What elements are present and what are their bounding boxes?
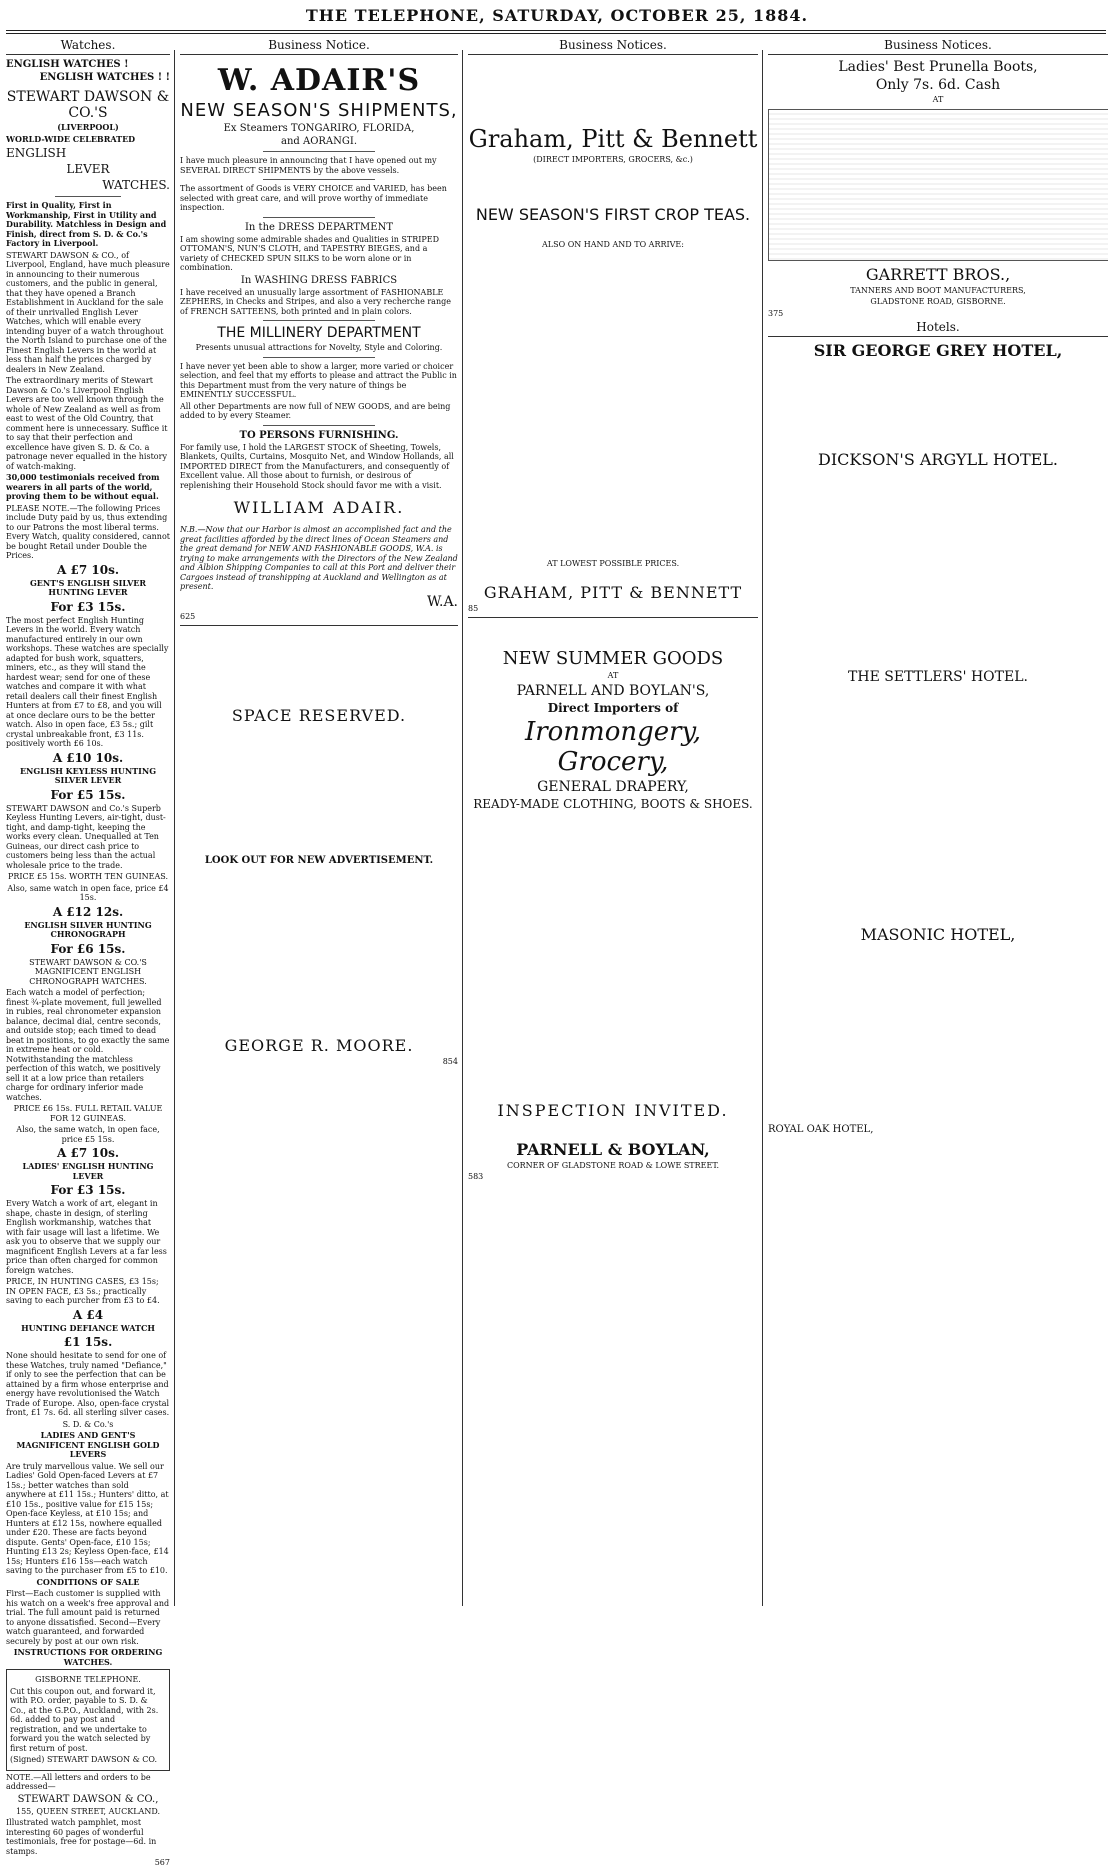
- look-out: LOOK OUT FOR NEW ADVERTISEMENT.: [204, 855, 434, 866]
- paragraph: First—Each customer is supplied with his watch on a week's free approval and trial. The full amount paid is returned to anyone dissatisfied. Second—Every watch guaranteed, and forwarded securely by post at our own risk.: [6, 1589, 170, 1646]
- column-business-notices: [468, 38, 758, 1184]
- masthead-rule: [6, 30, 1106, 31]
- subheadline: WATCHES.: [102, 178, 170, 192]
- section-title: INSTRUCTIONS FOR ORDERING WATCHES.: [13, 1647, 163, 1667]
- initials: W.A.: [427, 593, 458, 610]
- ad-subtitle: (DIRECT IMPORTERS, GROCERS, &c.): [533, 155, 693, 164]
- paragraph: The extraordinary merits of Stewart Dawson & Co.'s Liverpool English Levers are too well known through the whole of New Zealand as well as from east to west of the Old Country, that comment here is unnecessary. Suffice it to say that their perfection and excellence have given S. D. & Co. a patronage never equalled in the history of watch-making.: [6, 376, 168, 471]
- section-title: ALSO ON HAND AND TO ARRIVE:: [542, 239, 684, 249]
- paragraph: Presents unusual attractions for Novelty, Style and Coloring.: [195, 343, 443, 352]
- price: For £3 15s.: [50, 1183, 126, 1197]
- paragraph: I am showing some admirable shades and Qualities in STRIPED OTTOMAN'S, NUN'S CLOTH, and TAPESTRY BIEGES, and a variety of CHECKED SPUN SILKS to be worn alone or in combination.: [180, 234, 440, 272]
- steamers: Ex Steamers TONGARIRO, FLORIDA,: [223, 123, 415, 134]
- space-reserved: SPACE RESERVED.: [231, 706, 407, 725]
- subheadline: GENERAL DRAPERY,: [537, 778, 689, 795]
- separator: [263, 217, 374, 218]
- price: For £5 15s.: [50, 787, 126, 802]
- price: A £12 12s.: [52, 904, 124, 919]
- paragraph: AT: [607, 671, 619, 680]
- hotel-name: SIR GEORGE GREY HOTEL,: [813, 341, 1063, 360]
- paragraph: PLEASE NOTE.—The following Prices include Duty paid by us, thus extending to our Patrons the most liberal terms. Every Watch, quality considered, cannot be bought Retail under Double the Prices.: [6, 503, 170, 560]
- paragraph: STEWART DAWSON and Co.'s Superb Keyless Hunting Levers, air-tight, dust-tight, and damp-tight, keeping the works every clean. Unequalled at Ten Guineas, our direct cash price to customers being less than the actual wholesale price to the trade.: [6, 803, 166, 870]
- separator: [263, 320, 374, 321]
- paragraph: N.B.—Now that our Harbor is almost an accomplished fact and the great facilities afforded by the direct lines of Ocean Steamers and the great demand for NEW AND FASHIONABLE GOODS, W.A. is trying to make arrangements with the Directors of the New Zealand and Albion Shipping Companies to call at this Port and deliver their Cargoes instead of transhipping at Auckland and Wellington as at present.: [180, 525, 458, 591]
- item-title: ENGLISH SILVER HUNTING CHRONOGRAPH: [24, 919, 152, 939]
- paragraph: The most perfect English Hunting Levers in the world. Every watch manufactured entirely in our own workshops. These watches are specially adapted for bush work, squatters, miners, etc., as they will stand the hardest wear; send for one of these watches and compare it with what retail dealers call their finest English Hunters at from £7 to £8, and you will at once declare ours to be the better watch. Also in open face, £3 5s.; gilt crystal unbreakable front, £3 11s. positively worth £6 10s.: [6, 615, 169, 748]
- headline: INSPECTION INVITED.: [497, 1100, 729, 1120]
- column-header: Watches.: [6, 38, 170, 55]
- ad-number: 567: [154, 1858, 170, 1867]
- column-header: Business Notices.: [468, 38, 758, 55]
- subheadline: WORLD-WIDE CELEBRATED: [6, 133, 136, 144]
- separator: [55, 196, 121, 197]
- subheadline: TANNERS AND BOOT MANUFACTURERS,: [850, 285, 1026, 295]
- ad-title: W. ADAIR'S: [217, 63, 421, 98]
- separator: [263, 357, 374, 358]
- address: CORNER OF GLADSTONE ROAD & LOWE STREET.: [506, 1160, 720, 1170]
- paragraph: Illustrated watch pamphlet, most interesting 60 pages of wonderful testimonials, free for postage—6d. in stamps.: [6, 1818, 157, 1856]
- order-coupon: [6, 1669, 170, 1771]
- separator: [263, 425, 374, 426]
- masthead-rule-2: [6, 33, 1106, 34]
- firm-name: GARRETT BROS.,: [865, 264, 1011, 284]
- separator: [263, 151, 374, 152]
- paragraph: AT: [932, 95, 944, 104]
- headline: ENGLISH WATCHES ! !: [39, 72, 170, 83]
- firm-name: STEWART DAWSON & CO.'S: [6, 89, 170, 121]
- ad-number: 85: [468, 603, 479, 613]
- paragraph: Also, the same watch, in open face, price £5 15s.: [16, 1125, 160, 1144]
- paragraph: PRICE £5 15s. WORTH TEN GUINEAS.: [7, 872, 169, 881]
- price: A £7 10s.: [57, 562, 119, 577]
- address: 155, QUEEN STREET, AUCKLAND.: [15, 1806, 161, 1816]
- column-header: Business Notice.: [180, 38, 458, 55]
- ad-number: 583: [468, 1172, 484, 1181]
- price: A £7 10s.: [57, 1146, 119, 1160]
- column-divider: [762, 50, 763, 1606]
- headline: Ladies' Best Prunella Boots,: [838, 59, 1038, 75]
- firm-sub: (LIVERPOOL): [57, 122, 119, 132]
- coupon-header: GISBORNE TELEPHONE.: [35, 1675, 141, 1684]
- headline: NEW SEASON'S FIRST CROP TEAS.: [475, 204, 751, 224]
- subheadline: Ironmongery, Grocery,: [524, 716, 702, 777]
- paragraph: First in Quality, First in Workmanship, First in Utility and Durability. Matchless in Design and Finish, direct from S. D. & Co.'s Factory in Liverpool.: [6, 200, 167, 248]
- price: For £3 15s.: [50, 599, 126, 614]
- item-title: LADIES' ENGLISH HUNTING LEVER: [22, 1161, 154, 1181]
- coupon-text: Cut this coupon out, and forward it, with P.O. order, payable to S. D. & Co., at the G.P.O., Auckland, with 2s. 6d. added to pay post and registration, and we undertake to forward you the watch selected by first return of post.: [10, 1686, 159, 1753]
- paragraph: None should hesitate to send for one of these Watches, truly named "Defiance," if only to see the perfection that can be attained by a firm whose enterprise and energy have revolutionised the Watch Trade of Europe. Also, open-face crystal front, £1 7s. 6d. all sterling silver cases.: [6, 1351, 170, 1417]
- item-title: HUNTING DEFIANCE WATCH: [21, 1322, 155, 1333]
- subheadline: READY-MADE CLOTHING, BOOTS & SHOES.: [473, 796, 753, 811]
- paragraph: STEWART DAWSON & CO., of Liverpool, England, have much pleasure in announcing to their numerous customers, and the public in general, that they have opened a Branch Establishment in Auckland for the sale of their unrivalled English Lever Watches, which will enable every intending buyer of a watch throughout the North Island to purchase one of the Finest English Levers in the world at less than half the prices charged by dealers in New Zealand.: [6, 250, 170, 374]
- ad-number: 375: [768, 308, 784, 318]
- column-divider: [174, 50, 175, 1606]
- ad-title: NEW SUMMER GOODS: [502, 648, 724, 669]
- paragraph: Every Watch a work of art, elegant in shape, chaste in design, of sterling English workmanship, watches that with fair usage will last a lifetime. We ask you to observe that we supply our magnificent English Levers at a far less price than often charged for common foreign watches.: [6, 1199, 167, 1275]
- subheadline: ENGLISH: [6, 146, 67, 160]
- subheadline: Direct Importers of: [547, 700, 679, 715]
- column-header: Business Notices.: [768, 38, 1108, 55]
- hotel-name: DICKSON'S ARGYLL HOTEL.: [818, 450, 1058, 469]
- column-header: Hotels.: [768, 320, 1108, 337]
- column-hotels: [768, 38, 1108, 1137]
- divider: [468, 617, 758, 618]
- paragraph: Also, same watch in open face, price £4 15s.: [7, 883, 169, 902]
- item-title: GENT'S ENGLISH SILVER HUNTING LEVER: [29, 577, 147, 597]
- firm-name: PARNELL AND BOYLAN'S,: [516, 682, 710, 699]
- item-title: ENGLISH KEYLESS HUNTING SILVER LEVER: [19, 765, 157, 785]
- section-title: In WASHING DRESS FABRICS: [240, 274, 398, 286]
- paragraph: AT LOWEST POSSIBLE PRICES.: [546, 559, 680, 568]
- advertiser-name: GEORGE R. MOORE.: [224, 1036, 414, 1055]
- headline: ENGLISH WATCHES !: [6, 59, 129, 70]
- divider: [180, 625, 458, 626]
- coupon-signature: (Signed) STEWART DAWSON & CO.: [10, 1755, 158, 1764]
- paragraph: All other Departments are now full of NEW GOODS, and are being added to by every Steamer.: [180, 401, 451, 420]
- paragraph: PRICE £6 15s. FULL RETAIL VALUE FOR 12 GUINEAS.: [13, 1104, 163, 1123]
- column-divider: [462, 50, 463, 1606]
- ad-title: Graham, Pitt & Bennett: [468, 125, 758, 153]
- subheadline: LEVER: [66, 162, 110, 176]
- signature: GRAHAM, PITT & BENNETT: [483, 582, 743, 602]
- section-title: In the DRESS DEPARTMENT: [244, 221, 393, 233]
- paragraph: Are truly marvellous value. We sell our Ladies' Gold Open-faced Levers at £7 15s.; better watches than sold anywhere at £11 15s.; Hunters' ditto, at £10 15s., positive value for £15 15s; Open-face Keyless, at £10 15s; and Hunters at £12 15s, nowhere equalled under £20. These are facts beyond dispute. Gents' Open-face, £10 15s; Hunting £13 2s; Keyless Open-face, £14 15s; Hunters £16 15s—each watch saving to the purchaser from £5 to £10.: [6, 1461, 169, 1575]
- ad-subtitle: NEW SEASON'S SHIPMENTS,: [180, 100, 458, 121]
- hotel-name: THE SETTLERS' HOTEL.: [848, 669, 1028, 685]
- firm-name: PARNELL & BOYLAN,: [516, 1139, 710, 1159]
- price: £1 15s.: [63, 1335, 113, 1349]
- price: For £6 15s.: [50, 941, 126, 956]
- firm-name: S. D. & Co.'s: [62, 1419, 114, 1429]
- paragraph: NOTE.—All letters and orders to be addressed—: [6, 1772, 151, 1791]
- paragraph: I have much pleasure in announcing that I have opened out my SEVERAL DIRECT SHIPMENTS by the above vessels.: [180, 156, 437, 175]
- ad-number: 625: [180, 611, 196, 621]
- paragraph: I have never yet been able to show a larger, more varied or choicer selection, and feel that my efforts to please and attract the Public in this Department must from the very nature of things be EMINENTLY SUCCESSFUL.: [180, 361, 457, 399]
- ad-number: 854: [442, 1057, 458, 1066]
- hotel-name: ROYAL OAK HOTEL,: [768, 1124, 874, 1135]
- paragraph: PRICE, IN HUNTING CASES, £3 15s; IN OPEN FACE, £3 5s.; practically saving to each purcher from £3 to £4.: [6, 1277, 160, 1305]
- factory-illustration: [768, 109, 1108, 261]
- masthead: THE TELEPHONE, SATURDAY, OCTOBER 25, 1884.: [305, 6, 809, 25]
- signature: WILLIAM ADAIR.: [233, 498, 405, 517]
- section-title: CONDITIONS OF SALE: [36, 1576, 140, 1587]
- paragraph: For family use, I hold the LARGEST STOCK of Sheeting, Towels, Blankets, Quilts, Curtains, Mosquito Net, and Window Hollands, all IMPORTED DIRECT from the Manufacturers, and consequently of Excellent value. All those about to furnish, or desirous of replenishing their Household Stock should favor me with a visit.: [180, 442, 454, 490]
- column-business-notice: [180, 38, 458, 1069]
- paragraph: I have received an unusually large assortment of FASHIONABLE ZEPHERS, in Checks and Stripes, and also a very recherche range of FRENCH SATTEENS, both printed and in plain colors.: [180, 287, 451, 316]
- paragraph: 30,000 testimonials received from wearers in all parts of the world, proving them to be without equal.: [6, 472, 160, 501]
- steamers: and AORANGI.: [280, 136, 358, 147]
- firm-name: STEWART DAWSON & CO.,: [17, 1793, 159, 1805]
- address: GLADSTONE ROAD, GISBORNE.: [870, 297, 1006, 306]
- section-title: TO PERSONS FURNISHING.: [239, 429, 399, 441]
- column-watches: [6, 38, 170, 1870]
- price: A £10 10s.: [52, 750, 124, 765]
- headline: Only 7s. 6d. Cash: [875, 77, 1001, 93]
- item-title: LADIES AND GENT'S MAGNIFICENT ENGLISH GOLD LEVERS: [16, 1430, 160, 1459]
- paragraph: Each watch a model of perfection; finest ¾-plate movement, full jewelled in rubies, real chronometer expansion balance, decimal dial, centre seconds, and outside stop; each timed to dead beat in positions, to go exactly the same in extreme heat or cold. Notwithstanding the matchless perfection of this watch, we positively sell it at a low price than retailers charge for ordinary inferior made watches.: [6, 988, 170, 1102]
- separator: [263, 179, 374, 180]
- paragraph: The assortment of Goods is VERY CHOICE and VARIED, has been selected with great care, and will prove worthy of immediate inspection.: [180, 184, 447, 212]
- section-title: THE MILLINERY DEPARTMENT: [217, 325, 421, 341]
- price: A £4: [72, 1307, 104, 1322]
- hotel-name: MASONIC HOTEL,: [860, 925, 1016, 944]
- paragraph: STEWART DAWSON & CO.'S MAGNIFICENT ENGLISH CHRONOGRAPH WATCHES.: [29, 957, 147, 986]
